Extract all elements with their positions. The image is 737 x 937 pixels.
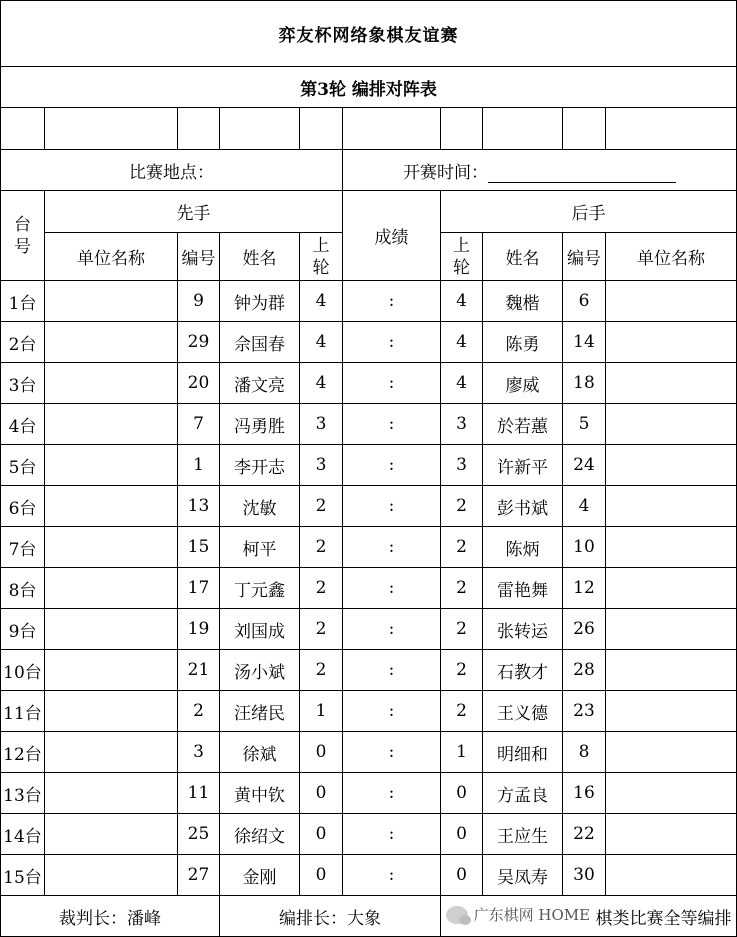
score-cell: :: [343, 486, 441, 527]
a-name-cell: 刘国成: [220, 609, 300, 650]
start-time-cell: [343, 150, 737, 191]
b-number-cell: 28: [563, 650, 606, 691]
round-subtitle: 第3轮 编排对阵表: [1, 67, 737, 108]
score-cell: :: [343, 691, 441, 732]
b-name-cell: 彭书斌: [483, 486, 563, 527]
a-name-cell: 丁元鑫: [220, 568, 300, 609]
table-row: [1, 486, 737, 527]
score-cell: :: [343, 445, 441, 486]
a-unit-cell: [45, 404, 178, 445]
b-unit-cell: [606, 486, 737, 527]
a-unit-cell: [45, 773, 178, 814]
a-name-cell: 汪绪民: [220, 691, 300, 732]
table-row: [1, 527, 737, 568]
page-title: 弈友杯网络象棋友谊赛: [1, 1, 737, 67]
a-number-cell: 7: [178, 404, 220, 445]
board-cell: 15台: [1, 855, 45, 896]
a-unit-cell: [45, 363, 178, 404]
b-number-cell: 23: [563, 691, 606, 732]
b-prev-cell: 2: [441, 609, 483, 650]
score-cell: :: [343, 363, 441, 404]
a-number-cell: 21: [178, 650, 220, 691]
b-unit-cell: [606, 773, 737, 814]
venue-label: 比赛地点：: [1, 150, 343, 191]
board-cell: 3台: [1, 363, 45, 404]
score-cell: :: [343, 281, 441, 322]
board-cell: 8台: [1, 568, 45, 609]
b-unit-cell: [606, 855, 737, 896]
table-row: [1, 814, 737, 855]
a-name-cell: 柯平: [220, 527, 300, 568]
board-header: 台号: [1, 191, 45, 281]
arranger: 编排长：大象: [220, 896, 441, 937]
footer-note-cell: [441, 896, 737, 937]
a-number-cell: 1: [178, 445, 220, 486]
b-number-cell: 5: [563, 404, 606, 445]
table-row: [1, 568, 737, 609]
a-unit-cell: [45, 732, 178, 773]
b-unit-cell: [606, 363, 737, 404]
b-unit-header: 单位名称: [606, 233, 737, 281]
a-number-cell: 19: [178, 609, 220, 650]
a-unit-cell: [45, 445, 178, 486]
a-name-cell: 潘文亮: [220, 363, 300, 404]
a-number-cell: 29: [178, 322, 220, 363]
b-prev-cell: 4: [441, 281, 483, 322]
table-row: [1, 363, 737, 404]
b-unit-cell: [606, 322, 737, 363]
b-prev-cell: 0: [441, 855, 483, 896]
a-number-cell: 27: [178, 855, 220, 896]
b-unit-cell: [606, 404, 737, 445]
a-prev-cell: 4: [300, 363, 343, 404]
b-name-cell: 方孟良: [483, 773, 563, 814]
a-unit-cell: [45, 486, 178, 527]
b-number-cell: 26: [563, 609, 606, 650]
a-prev-cell: 3: [300, 445, 343, 486]
board-cell: 5台: [1, 445, 45, 486]
a-number-cell: 17: [178, 568, 220, 609]
b-unit-cell: [606, 814, 737, 855]
b-unit-cell: [606, 732, 737, 773]
score-cell: :: [343, 527, 441, 568]
first-hand-header: 先手: [45, 191, 343, 233]
board-cell: 13台: [1, 773, 45, 814]
a-name-cell: 李开志: [220, 445, 300, 486]
table-row: [1, 281, 737, 322]
a-unit-cell: [45, 855, 178, 896]
b-prev-cell: 2: [441, 650, 483, 691]
table-row: [1, 691, 737, 732]
b-name-cell: 石教才: [483, 650, 563, 691]
a-number-cell: 9: [178, 281, 220, 322]
a-name-cell: 汤小斌: [220, 650, 300, 691]
table-row: [1, 732, 737, 773]
a-prev-cell: 0: [300, 855, 343, 896]
a-name-cell: 沈敏: [220, 486, 300, 527]
score-cell: :: [343, 814, 441, 855]
a-name-cell: 钟为群: [220, 281, 300, 322]
score-cell: :: [343, 609, 441, 650]
footer-note: 棋类比赛全等编排: [595, 908, 732, 929]
b-name-cell: 张转运: [483, 609, 563, 650]
watermark-text: 广东棋网 HOME: [473, 906, 591, 924]
a-unit-cell: [45, 814, 178, 855]
a-prev-cell: 4: [300, 322, 343, 363]
watermark: [446, 904, 590, 925]
score-cell: :: [343, 732, 441, 773]
a-unit-cell: [45, 609, 178, 650]
score-cell: :: [343, 404, 441, 445]
b-prev-cell: 2: [441, 691, 483, 732]
score-cell: :: [343, 568, 441, 609]
table-row: [1, 322, 737, 363]
b-prev-cell: 4: [441, 363, 483, 404]
board-cell: 9台: [1, 609, 45, 650]
table-row: [1, 773, 737, 814]
a-name-cell: 金刚: [220, 855, 300, 896]
b-name-cell: 明细和: [483, 732, 563, 773]
b-unit-cell: [606, 609, 737, 650]
b-unit-cell: [606, 445, 737, 486]
wechat-icon: [446, 906, 468, 924]
a-number-cell: 13: [178, 486, 220, 527]
a-unit-cell: [45, 650, 178, 691]
score-cell: :: [343, 773, 441, 814]
pairing-rows: [1, 281, 737, 896]
table-row: [1, 609, 737, 650]
a-prev-cell: 0: [300, 732, 343, 773]
a-name-cell: 佘国春: [220, 322, 300, 363]
a-prev-cell: 2: [300, 650, 343, 691]
board-cell: 6台: [1, 486, 45, 527]
b-number-cell: 10: [563, 527, 606, 568]
a-name-cell: 徐绍文: [220, 814, 300, 855]
a-unit-cell: [45, 568, 178, 609]
b-number-cell: 30: [563, 855, 606, 896]
result-header: 成绩: [343, 191, 441, 281]
b-number-cell: 16: [563, 773, 606, 814]
a-prev-cell: 1: [300, 691, 343, 732]
b-number-cell: 12: [563, 568, 606, 609]
b-prev-cell: 3: [441, 404, 483, 445]
board-cell: 1台: [1, 281, 45, 322]
b-name-header: 姓名: [483, 233, 563, 281]
b-name-cell: 魏楷: [483, 281, 563, 322]
start-time-label: 开赛时间：: [403, 162, 489, 183]
b-name-cell: 王义德: [483, 691, 563, 732]
b-prev-cell: 2: [441, 527, 483, 568]
a-unit-header: 单位名称: [45, 233, 178, 281]
b-unit-cell: [606, 568, 737, 609]
b-name-cell: 王应生: [483, 814, 563, 855]
a-unit-cell: [45, 322, 178, 363]
b-name-cell: 吴凤寿: [483, 855, 563, 896]
a-prev-cell: 2: [300, 609, 343, 650]
b-name-cell: 廖威: [483, 363, 563, 404]
b-prev-cell: 2: [441, 568, 483, 609]
blank-row: [1, 108, 737, 150]
board-cell: 14台: [1, 814, 45, 855]
a-prev-cell: 2: [300, 527, 343, 568]
second-hand-header: 后手: [441, 191, 737, 233]
b-name-cell: 陈勇: [483, 322, 563, 363]
b-prev-cell: 0: [441, 773, 483, 814]
b-name-cell: 雷艳舞: [483, 568, 563, 609]
b-unit-cell: [606, 650, 737, 691]
b-number-cell: 4: [563, 486, 606, 527]
a-prev-cell: 0: [300, 814, 343, 855]
a-name-cell: 黄中钦: [220, 773, 300, 814]
b-name-cell: 许新平: [483, 445, 563, 486]
a-number-cell: 11: [178, 773, 220, 814]
board-cell: 7台: [1, 527, 45, 568]
b-number-cell: 22: [563, 814, 606, 855]
score-cell: :: [343, 650, 441, 691]
b-number-header: 编号: [563, 233, 606, 281]
table-row: [1, 445, 737, 486]
a-unit-cell: [45, 691, 178, 732]
a-prev-cell: 2: [300, 568, 343, 609]
a-name-cell: 冯勇胜: [220, 404, 300, 445]
b-number-cell: 14: [563, 322, 606, 363]
a-name-header: 姓名: [220, 233, 300, 281]
a-number-header: 编号: [178, 233, 220, 281]
b-number-cell: 24: [563, 445, 606, 486]
board-cell: 10台: [1, 650, 45, 691]
referee: 裁判长：潘峰: [1, 896, 220, 937]
board-cell: 12台: [1, 732, 45, 773]
board-cell: 4台: [1, 404, 45, 445]
b-prev-cell: 4: [441, 322, 483, 363]
table-row: [1, 404, 737, 445]
a-prev-cell: 4: [300, 281, 343, 322]
b-unit-cell: [606, 691, 737, 732]
a-number-cell: 3: [178, 732, 220, 773]
b-unit-cell: [606, 527, 737, 568]
b-prev-header: 上轮: [441, 233, 483, 281]
a-unit-cell: [45, 527, 178, 568]
b-number-cell: 6: [563, 281, 606, 322]
board-cell: 11台: [1, 691, 45, 732]
b-prev-cell: 3: [441, 445, 483, 486]
a-number-cell: 25: [178, 814, 220, 855]
start-time-blank: [488, 164, 676, 183]
b-prev-cell: 0: [441, 814, 483, 855]
score-cell: :: [343, 855, 441, 896]
a-prev-header: 上轮: [300, 233, 343, 281]
a-number-cell: 20: [178, 363, 220, 404]
table-row: [1, 650, 737, 691]
score-cell: :: [343, 322, 441, 363]
b-prev-cell: 1: [441, 732, 483, 773]
table-row: [1, 855, 737, 896]
a-number-cell: 2: [178, 691, 220, 732]
b-name-cell: 於若蕙: [483, 404, 563, 445]
b-prev-cell: 2: [441, 486, 483, 527]
b-name-cell: 陈炳: [483, 527, 563, 568]
a-prev-cell: 0: [300, 773, 343, 814]
board-cell: 2台: [1, 322, 45, 363]
a-prev-cell: 3: [300, 404, 343, 445]
a-name-cell: 徐斌: [220, 732, 300, 773]
b-unit-cell: [606, 281, 737, 322]
a-prev-cell: 2: [300, 486, 343, 527]
b-number-cell: 8: [563, 732, 606, 773]
a-unit-cell: [45, 281, 178, 322]
a-number-cell: 15: [178, 527, 220, 568]
b-number-cell: 18: [563, 363, 606, 404]
